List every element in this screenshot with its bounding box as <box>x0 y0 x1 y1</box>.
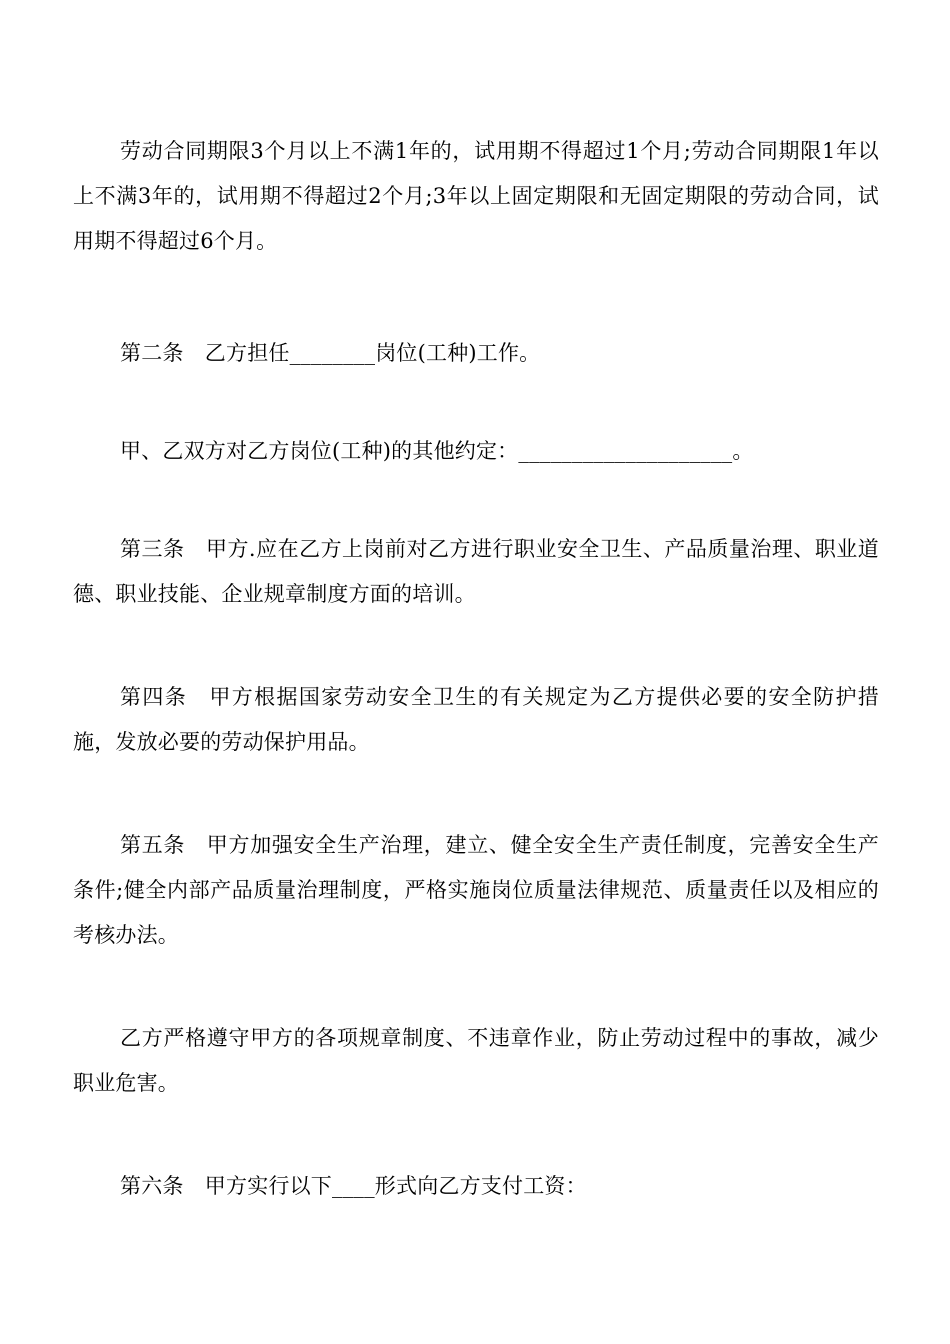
article-4-paragraph: 第四条 甲方根据国家劳动安全卫生的有关规定为乙方提供必要的安全防护措施，发放必要的劳动保护用品。 <box>73 685 879 754</box>
article-6-paragraph: 第六条 甲方实行以下____形式向乙方支付工资： <box>120 1174 587 1198</box>
employee-duty-paragraph: 乙方严格遵守甲方的各项规章制度、不违章作业，防止劳动过程中的事故，减少职业危害。 <box>73 1026 879 1095</box>
position-agreement-paragraph: 甲、乙双方对乙方岗位(工种)的其他约定：____________________。 <box>120 439 754 463</box>
article-3-paragraph: 第三条 甲方.应在乙方上岗前对乙方进行职业安全卫生、产品质量治理、职业道德、职业技能、企业规章制度方面的培训。 <box>73 537 879 606</box>
article-5-paragraph: 第五条 甲方加强安全生产治理，建立、健全安全生产责任制度，完善安全生产条件;健全内部产品质量治理制度，严格实施岗位质量法律规范、质量责任以及相应的考核办法。 <box>73 833 879 947</box>
article-2-paragraph: 第二条 乙方担任________岗位(工种)工作。 <box>120 341 541 365</box>
probation-period-paragraph: 劳动合同期限3个月以上不满1年的，试用期不得超过1个月;劳动合同期限1年以上不满3年的，试用期不得超过2个月;3年以上固定期限和无固定期限的劳动合同，试用期不得超过6个月。 <box>73 139 879 253</box>
